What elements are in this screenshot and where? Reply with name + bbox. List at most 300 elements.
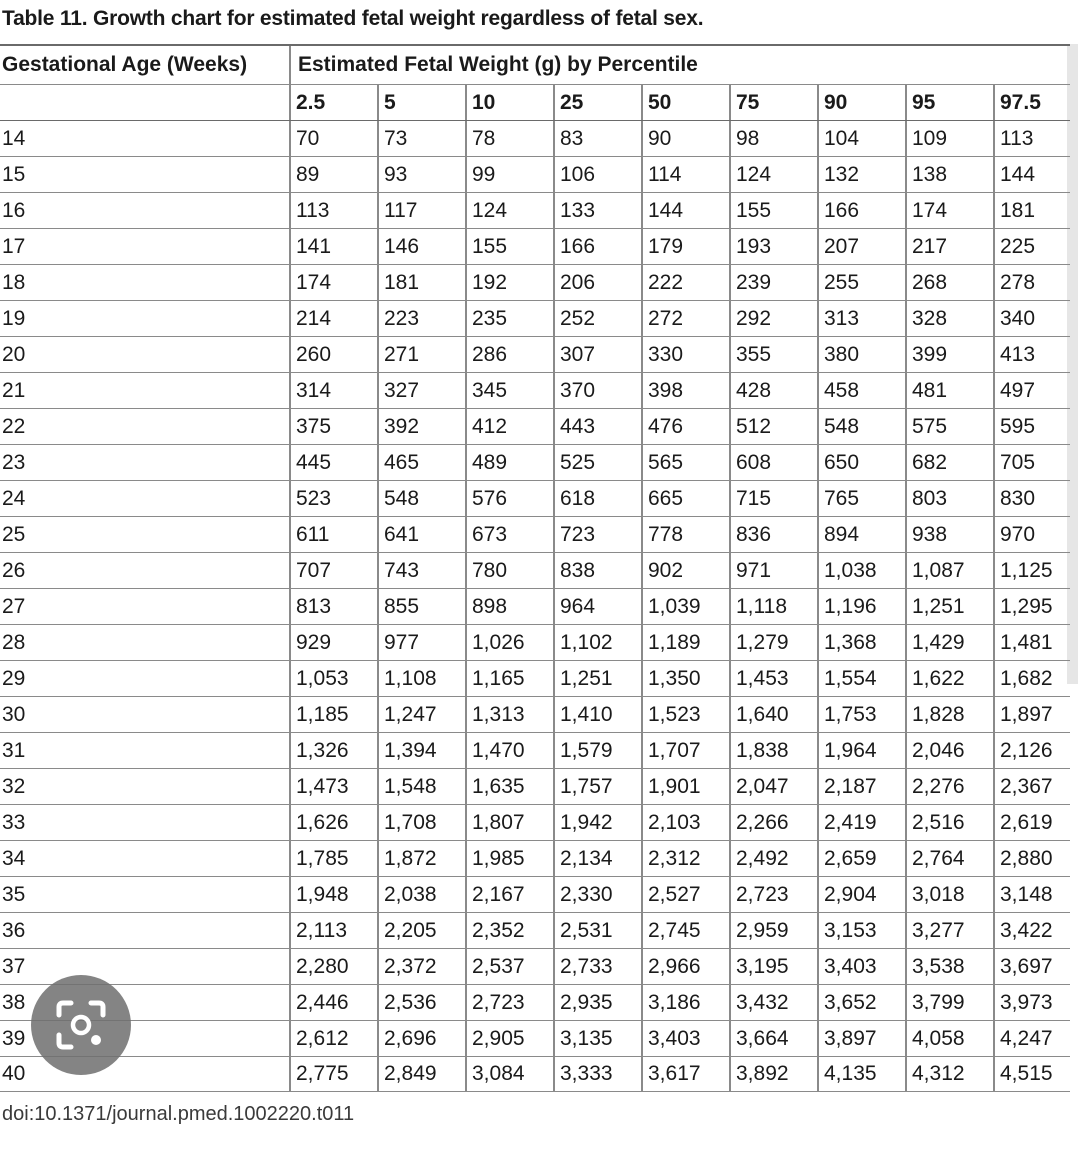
weight-cell: 272 [648,306,684,330]
weight-cell: 117 [384,198,418,222]
weight-cell: 445 [296,450,332,474]
weight-cell: 836 [736,522,772,546]
weight-cell: 1,473 [296,774,349,798]
weight-cell: 1,453 [736,666,789,690]
weight-cell: 780 [472,558,508,582]
weight-cell: 929 [296,630,332,654]
weight-cell: 898 [472,594,508,618]
gestational-age-cell: 27 [2,594,26,618]
weight-cell: 2,537 [472,954,525,978]
weight-cell: 2,536 [384,990,437,1014]
weight-cell: 3,973 [1000,990,1053,1014]
weight-cell: 3,135 [560,1026,613,1050]
gestational-age-cell: 26 [2,558,26,582]
weight-cell: 235 [472,306,508,330]
weight-cell: 2,745 [648,918,701,942]
weight-cell: 398 [648,378,684,402]
weight-cell: 608 [736,450,772,474]
weight-cell: 2,880 [1000,846,1053,870]
gestational-age-cell: 15 [2,162,26,186]
weight-cell: 155 [472,234,508,258]
gestational-age-cell: 39 [2,1026,26,1050]
weight-cell: 78 [472,126,496,150]
weight-cell: 193 [736,234,772,258]
table-row [0,336,1070,372]
weight-cell: 525 [560,450,596,474]
weight-cell: 1,026 [472,630,525,654]
weight-cell: 2,775 [296,1062,349,1085]
weight-cell: 1,313 [472,702,525,726]
weight-cell: 113 [1000,126,1034,150]
weight-cell: 2,367 [1000,774,1053,798]
gestational-age-cell: 35 [2,882,26,906]
weight-cell: 2,723 [736,882,789,906]
gestational-age-cell: 24 [2,486,26,510]
table-row [0,696,1070,732]
weight-cell: 155 [736,198,772,222]
gestational-age-cell: 19 [2,306,26,330]
weight-cell: 2,372 [384,954,437,978]
weight-cell: 222 [648,270,684,294]
weight-cell: 970 [1000,522,1036,546]
table-row [0,768,1070,804]
weight-cell: 1,053 [296,666,349,690]
weight-cell: 1,554 [824,666,877,690]
weight-cell: 723 [560,522,596,546]
weight-cell: 2,723 [472,990,525,1014]
table-row [0,1020,1070,1056]
weight-cell: 3,799 [912,990,965,1014]
weight-cell: 144 [648,198,684,222]
weight-cell: 2,935 [560,990,613,1014]
gestational-age-cell: 20 [2,342,26,366]
weight-cell: 1,350 [648,666,701,690]
percentile-header: 50 [648,90,672,114]
weight-cell: 3,897 [824,1026,877,1050]
weight-cell: 1,102 [560,630,613,654]
weight-cell: 2,047 [736,774,789,798]
weight-cell: 292 [736,306,772,330]
weight-cell: 1,279 [736,630,789,654]
weight-cell: 2,492 [736,846,789,870]
weight-cell: 192 [472,270,508,294]
table-row [0,480,1070,516]
weight-cell: 2,134 [560,846,613,870]
weight-cell: 1,964 [824,738,877,762]
weight-cell: 174 [296,270,332,294]
weight-cell: 340 [1000,306,1036,330]
weight-cell: 497 [1000,378,1036,402]
weight-cell: 104 [824,126,860,150]
table-row [0,984,1070,1020]
percentile-header: 10 [472,90,496,114]
weight-cell: 443 [560,414,596,438]
weight-cell: 778 [648,522,684,546]
weight-cell: 1,872 [384,846,437,870]
table-row [0,552,1070,588]
weight-cell: 412 [472,414,508,438]
weight-cell: 2,312 [648,846,701,870]
weight-cell: 682 [912,450,948,474]
weight-cell: 4,312 [912,1062,965,1085]
gestational-age-cell: 18 [2,270,26,294]
weight-cell: 1,481 [1000,630,1053,654]
weight-cell: 138 [912,162,948,186]
table-row [0,228,1070,264]
gestational-age-cell: 32 [2,774,26,798]
weight-cell: 1,038 [824,558,877,582]
table-row [0,732,1070,768]
weight-cell: 2,187 [824,774,877,798]
weight-cell: 166 [824,198,860,222]
weight-cell: 370 [560,378,596,402]
table-row [0,516,1070,552]
weight-cell: 1,410 [560,702,613,726]
weight-cell: 144 [1000,162,1036,186]
weight-cell: 4,515 [1000,1062,1053,1085]
gestational-age-cell: 16 [2,198,26,222]
weight-cell: 73 [384,126,408,150]
gestational-age-cell: 38 [2,990,26,1014]
percentile-header: 5 [384,90,396,114]
weight-cell: 743 [384,558,420,582]
weight-cell: 855 [384,594,420,618]
weight-cell: 548 [384,486,420,510]
weight-cell: 2,113 [296,918,347,942]
gestational-age-cell: 31 [2,738,26,762]
weight-cell: 1,165 [472,666,525,690]
weight-cell: 3,186 [648,990,701,1014]
weight-cell: 2,038 [384,882,437,906]
weight-cell: 964 [560,594,596,618]
table-row [0,624,1070,660]
weight-cell: 1,753 [824,702,877,726]
weight-cell: 181 [1000,198,1036,222]
weight-cell: 575 [912,414,948,438]
weight-cell: 3,422 [1000,918,1053,942]
weight-cell: 2,280 [296,954,349,978]
weight-cell: 1,251 [560,666,613,690]
weight-cell: 2,352 [472,918,525,942]
weight-cell: 1,757 [560,774,613,798]
doi-caption: doi:10.1371/journal.pmed.1002220.t011 [2,1103,355,1125]
weight-cell: 481 [912,378,948,402]
weight-cell: 3,195 [736,954,789,978]
weight-cell: 1,185 [296,702,349,726]
weight-cell: 1,326 [296,738,349,762]
weight-cell: 830 [1000,486,1036,510]
weight-cell: 673 [472,522,508,546]
weight-cell: 1,626 [296,810,349,834]
table-row [0,300,1070,336]
weight-cell: 83 [560,126,584,150]
weight-cell: 181 [384,270,420,294]
table-row [0,264,1070,300]
weight-cell: 268 [912,270,948,294]
weight-cell: 255 [824,270,860,294]
weight-cell: 106 [560,162,596,186]
header-row-percentiles [0,84,1070,120]
weight-cell: 217 [912,234,948,258]
weight-cell: 428 [736,378,772,402]
percentile-header: 97.5 [1000,90,1041,114]
lens-search-icon[interactable] [31,975,131,1075]
weight-cell: 705 [1000,450,1036,474]
weight-cell: 392 [384,414,420,438]
growth-chart-table [0,44,1070,1092]
table-row [0,660,1070,696]
gestational-age-cell: 37 [2,954,26,978]
table-row [0,372,1070,408]
weight-cell: 3,084 [472,1062,525,1085]
weight-cell: 1,368 [824,630,877,654]
weight-cell: 1,828 [912,702,965,726]
weight-cell: 1,189 [648,630,701,654]
weight-cell: 523 [296,486,332,510]
weight-cell: 1,579 [560,738,613,762]
weight-cell: 3,277 [912,918,965,942]
weight-cell: 1,394 [384,738,437,762]
weight-cell: 458 [824,378,860,402]
weight-cell: 2,276 [912,774,965,798]
weight-cell: 576 [472,486,508,510]
weight-cell: 2,330 [560,882,613,906]
table-row [0,120,1070,156]
weight-cell: 1,942 [560,810,613,834]
weight-cell: 595 [1000,414,1036,438]
gestational-age-cell: 34 [2,846,26,870]
weight-cell: 133 [560,198,596,222]
weight-cell: 1,251 [912,594,965,618]
weight-cell: 3,018 [912,882,965,906]
weight-cell: 2,612 [296,1026,349,1050]
weight-cell: 2,904 [824,882,877,906]
weight-cell: 1,470 [472,738,525,762]
weight-cell: 650 [824,450,860,474]
table-row [0,876,1070,912]
weight-cell: 611 [296,522,330,546]
weight-cell: 313 [824,306,860,330]
weight-cell: 124 [472,198,508,222]
weight-cell: 1,087 [912,558,965,582]
weight-cell: 465 [384,450,420,474]
weight-cell: 3,403 [648,1026,701,1050]
weight-cell: 1,897 [1000,702,1053,726]
weight-cell: 225 [1000,234,1036,258]
weight-cell: 2,619 [1000,810,1053,834]
weight-cell: 2,046 [912,738,965,762]
table-row [0,444,1070,480]
weight-cell: 3,664 [736,1026,789,1050]
weight-cell: 2,205 [384,918,437,942]
weight-cell: 641 [384,522,420,546]
weight-cell: 206 [560,270,596,294]
weight-cell: 3,697 [1000,954,1053,978]
weight-cell: 2,849 [384,1062,437,1085]
gestational-age-cell: 22 [2,414,26,438]
weight-cell: 4,058 [912,1026,965,1050]
header-row-groups [0,44,1070,84]
weight-cell: 90 [648,126,672,150]
weight-cell: 1,948 [296,882,349,906]
weight-cell: 166 [560,234,596,258]
weight-cell: 327 [384,378,420,402]
weight-cell: 146 [384,234,420,258]
weight-cell: 565 [648,450,684,474]
weight-cell: 286 [472,342,508,366]
weight-cell: 938 [912,522,948,546]
percentile-header: 25 [560,90,584,114]
table-title: Table 11. Growth chart for estimated fetal weight regardless of fetal sex. [2,7,704,30]
weight-cell: 2,659 [824,846,877,870]
weight-cell: 4,135 [824,1062,877,1085]
weight-cell: 271 [384,342,420,366]
weight-cell: 977 [384,630,420,654]
weight-cell: 380 [824,342,860,366]
weight-cell: 355 [736,342,772,366]
weight-cell: 707 [296,558,332,582]
table-row [0,588,1070,624]
weight-cell: 3,333 [560,1062,613,1085]
weight-cell: 99 [472,162,496,186]
weight-cell: 1,523 [648,702,701,726]
weight-cell: 1,708 [384,810,437,834]
weight-cell: 2,733 [560,954,613,978]
weight-cell: 1,682 [1000,666,1053,690]
gestational-age-cell: 33 [2,810,26,834]
weight-cell: 98 [736,126,760,150]
weight-cell: 179 [648,234,684,258]
table-row [0,948,1070,984]
gestational-age-cell: 28 [2,630,26,654]
weight-cell: 2,103 [648,810,701,834]
weight-cell: 399 [912,342,948,366]
weight-cell: 1,039 [648,594,701,618]
percentile-header: 75 [736,90,760,114]
weight-cell: 375 [296,414,332,438]
weight-cell: 2,419 [824,810,877,834]
weight-cell: 618 [560,486,596,510]
weight-cell: 476 [648,414,684,438]
gestational-age-cell: 29 [2,666,26,690]
percentile-header: 90 [824,90,848,114]
weight-cell: 174 [912,198,948,222]
weight-cell: 512 [736,414,772,438]
weight-cell: 4,247 [1000,1026,1053,1050]
weight-cell: 2,516 [912,810,965,834]
gestational-age-cell: 40 [2,1062,26,1085]
percentile-header: 2.5 [296,90,326,114]
weight-cell: 278 [1000,270,1036,294]
weight-cell: 902 [648,558,684,582]
gestational-age-cell: 17 [2,234,26,258]
weight-cell: 124 [736,162,772,186]
weight-cell: 1,295 [1000,594,1053,618]
weight-cell: 413 [1000,342,1036,366]
table-row [0,408,1070,444]
weight-cell: 1,785 [296,846,349,870]
weight-cell: 93 [384,162,408,186]
weight-cell: 114 [648,162,682,186]
gestational-age-cell: 25 [2,522,26,546]
weight-cell: 1,548 [384,774,437,798]
weight-cell: 894 [824,522,860,546]
weight-cell: 239 [736,270,772,294]
weight-cell: 252 [560,306,596,330]
weight-cell: 1,429 [912,630,965,654]
weight-cell: 1,838 [736,738,789,762]
weight-cell: 715 [736,486,772,510]
weight-cell: 2,527 [648,882,701,906]
weight-cell: 2,126 [1000,738,1053,762]
weight-cell: 307 [560,342,596,366]
weight-cell: 2,764 [912,846,965,870]
weight-cell: 3,432 [736,990,789,1014]
weight-cell: 328 [912,306,948,330]
weight-cell: 3,538 [912,954,965,978]
weight-cell: 1,196 [824,594,877,618]
weight-cell: 813 [296,594,332,618]
weight-cell: 2,446 [296,990,349,1014]
weight-cell: 1,118 [736,594,787,618]
weight-cell: 223 [384,306,420,330]
weight-cell: 70 [296,126,320,150]
table-row [0,192,1070,228]
weight-cell: 548 [824,414,860,438]
weight-cell: 2,167 [472,882,525,906]
weight-cell: 2,266 [736,810,789,834]
table-row [0,1056,1070,1092]
weight-cell: 1,985 [472,846,525,870]
weight-cell: 207 [824,234,860,258]
weight-cell: 314 [296,378,332,402]
weight-cell: 260 [296,342,332,366]
weight-cell: 3,652 [824,990,877,1014]
weight-cell: 2,696 [384,1026,437,1050]
weight-cell: 1,635 [472,774,525,798]
weight-cell: 1,640 [736,702,789,726]
gestational-age-cell: 21 [2,378,26,402]
weight-cell: 1,807 [472,810,525,834]
weight-cell: 1,108 [384,666,437,690]
weight-cell: 1,707 [648,738,701,762]
table-row [0,840,1070,876]
weight-cell: 3,892 [736,1062,789,1085]
weight-cell: 803 [912,486,948,510]
weight-cell: 1,125 [1000,558,1053,582]
table-row [0,804,1070,840]
weight-cell: 971 [736,558,772,582]
weight-cell: 214 [296,306,332,330]
gestational-age-cell: 23 [2,450,26,474]
gestational-age-cell: 30 [2,702,26,726]
weight-cell: 109 [912,126,948,150]
weight-cell: 2,966 [648,954,701,978]
weight-cell: 1,622 [912,666,965,690]
weight-cell: 2,531 [560,918,613,942]
weight-cell: 330 [648,342,684,366]
percentile-header: 95 [912,90,936,114]
weight-cell: 1,247 [384,702,437,726]
weight-cell: 3,153 [824,918,877,942]
weight-cell: 489 [472,450,508,474]
weight-cell: 665 [648,486,684,510]
weight-cell: 3,148 [1000,882,1053,906]
percentile-group-header: Estimated Fetal Weight (g) by Percentile [298,53,698,76]
weight-cell: 3,403 [824,954,877,978]
weight-cell: 2,905 [472,1026,525,1050]
age-column-header: Gestational Age (Weeks) [2,53,248,76]
